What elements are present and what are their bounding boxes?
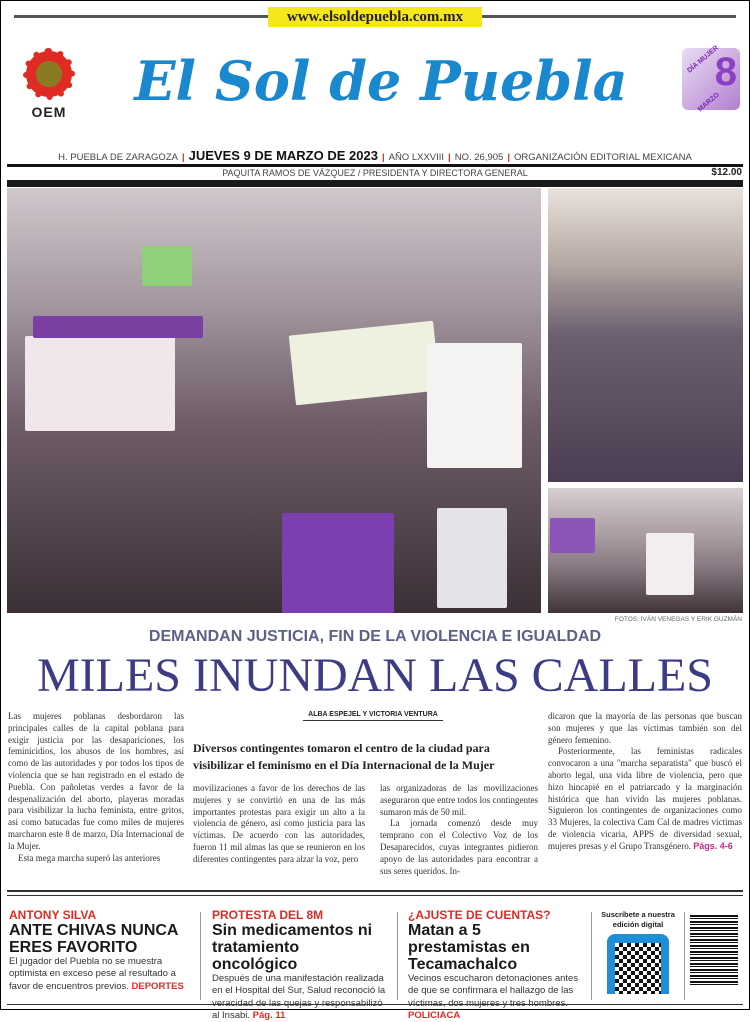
column-divider — [684, 912, 685, 1000]
pages-link[interactable]: Págs. 4-6 — [693, 840, 733, 851]
teaser-text: El jugador del Puebla no se muestra optimista en exceso pese al resultado a favor de encuentros previos. — [9, 956, 176, 992]
teaser-section-link[interactable]: DEPORTES — [131, 980, 184, 992]
column-divider — [200, 912, 201, 1000]
qr-code-icon[interactable] — [615, 943, 661, 994]
organization: ORGANIZACIÓN EDITORIAL MEXICANA — [513, 152, 692, 163]
story-column-2 — [193, 783, 365, 866]
subscribe-label: Suscríbete a nuestra edición digital — [601, 910, 675, 929]
story-column-4 — [548, 711, 742, 853]
main-headline[interactable]: MILES INUNDAN LAS CALLES — [37, 649, 713, 702]
story-column-3 — [380, 783, 538, 877]
paragraph: Esta mega marcha superó las anteriores — [18, 852, 161, 863]
story-column-1 — [8, 711, 184, 864]
masthead: El Sol de Puebla — [134, 49, 628, 113]
womens-day-badge — [682, 44, 740, 114]
edition-info: H. PUEBLA DE ZARAGOZA | JUEVES 9 DE MARZO DE 2023 | AÑO LXXVIII | NO. 26,905 | ORGANIZACIÓN EDITORIAL MEXICANA — [58, 148, 692, 163]
issue-number: NO. 26,905 — [454, 152, 504, 163]
badge-number: 8 — [714, 50, 737, 94]
teaser-kicker: ANTONY SILVA — [9, 908, 97, 922]
teaser-page-link[interactable]: Pág. 11 — [252, 1009, 286, 1021]
badge-bottom: MARZO — [696, 91, 721, 114]
subscribe-box[interactable] — [598, 910, 678, 994]
website-url[interactable]: www.elsoldepuebla.com.mx — [268, 7, 482, 27]
story-deck: Diversos contingentes tomaron el centro de la ciudad para visibilizar el feminismo en el Día Internacional de la Mujer — [193, 741, 495, 772]
main-kicker: DEMANDAN JUSTICIA, FIN DE LA VIOLENCIA E IGUALDAD — [148, 628, 602, 645]
teaser-text: Después de una manifestación realizada en el Hospital del Sur, Salud reconoció la al Insabi. — [212, 973, 386, 1021]
oem-logo-text: OEM — [31, 104, 67, 120]
main-photo-march[interactable] — [7, 188, 541, 613]
date: JUEVES 9 DE MARZO DE 2023 — [188, 148, 378, 163]
teaser-kicker: PROTESTA DEL 8M — [212, 908, 324, 922]
paragraph: las organizadoras de las movilizaciones aseguraron que entre todos los contingentes sumaron más de 50 mil. — [380, 783, 538, 817]
divider — [7, 890, 743, 892]
price: $12.00 — [711, 167, 742, 178]
teaser-sports[interactable] — [9, 908, 194, 993]
year: AÑO LXXVIII — [388, 152, 445, 163]
director-line: PAQUITA RAMOS DE VÁZQUEZ / PRESIDENTA Y DIRECTORA GENERAL — [222, 168, 528, 178]
column-divider — [397, 912, 398, 1000]
paragraph: dicaron que la mayoría de las personas que buscan son mujeres y que las víctimas también son del género femenino. — [548, 711, 742, 745]
sun-emblem-icon — [23, 48, 75, 100]
photo-credit: FOTOS: IVÁN VENEGAS Y ERIK GUZMÁN — [614, 616, 742, 623]
teaser-title: ANTE CHIVAS NUNCA ERES FAVORITO — [9, 922, 178, 956]
bottom-rule — [7, 1004, 743, 1005]
barcode-icon — [690, 915, 738, 985]
phone-icon — [607, 934, 669, 994]
paragraph: La jornada comenzó desde muy temprano con el Colectivo Voz de los Desaparecidos, cuyas integrantes pidieron apoyo de las autoridades para encontrar a sus seres queridos. In- — [380, 818, 538, 876]
teaser-kicker: ¿AJUSTE DE CUENTAS? — [408, 908, 551, 922]
paragraph: Las mujeres poblanas desbordaron las principales calles de la capital poblana para exigir justicia por las desapariciones, los feminicidios, los abusos de los hombres, así como de las autoridades y por todos los tipos de violencia que se han registrado en el estado de Puebla. Con pañoletas verdes a favor de la despenalización del aborto, playeras moradas para visibilizar la lucha feminista, entre gritos, así como batucadas fue como miles de mujeres marcharon este 8 de marzo, Día Internacional de la Mujer. — [8, 711, 184, 851]
oem-logo — [20, 48, 78, 123]
paragraph: movilizaciones a favor de los derechos de las mujeres y se convirtió en una de las más importantes protestas para exigir un alto a la violencia de género, así como justicia para las víctimas. De acuerdo con las autoridades, fueron 11 mil almas las que se reunieron en los diferentes contingentes para alzar la voz, pero — [193, 783, 365, 864]
teaser-title: Matan a 5 prestamistas en Tecamachalco — [408, 922, 530, 973]
paragraph: Posteriormente, las feministas radicales convocaron a una "marcha separatista" que buscó el aborto legal, una vida libre de violencia, pero que hizo hincapié en el patriarcado y la marginación histórica que han vivido las mujeres poblanas. Siguieron los contingentes de organizaciones como 33 Mujeres, la colectiva Cam Cal de madres víctimas de violencia vicaria, APPS de diversidad sexual, mujeres presas y el Grupo Transgénero. — [548, 746, 742, 851]
aerial-march-photo[interactable] — [548, 188, 743, 482]
divider-thick — [7, 180, 743, 187]
city: H. PUEBLA DE ZARAGOZA — [58, 152, 178, 163]
column-divider — [591, 912, 592, 1000]
badge-top: DÍA MUJER — [686, 44, 721, 75]
marchers-signs-photo[interactable] — [548, 488, 743, 613]
divider — [7, 895, 743, 896]
teaser-text: Vecinos escucharon detonaciones antes de que se confirmara el hallazgo de las — [408, 973, 579, 997]
teaser-section-link[interactable]: POLICIACA — [408, 1009, 461, 1021]
teaser-title: Sin medicamentos ni tratamiento oncológico — [212, 922, 373, 973]
byline: ALBA ESPEJEL Y VICTORIA VENTURA — [303, 711, 443, 721]
